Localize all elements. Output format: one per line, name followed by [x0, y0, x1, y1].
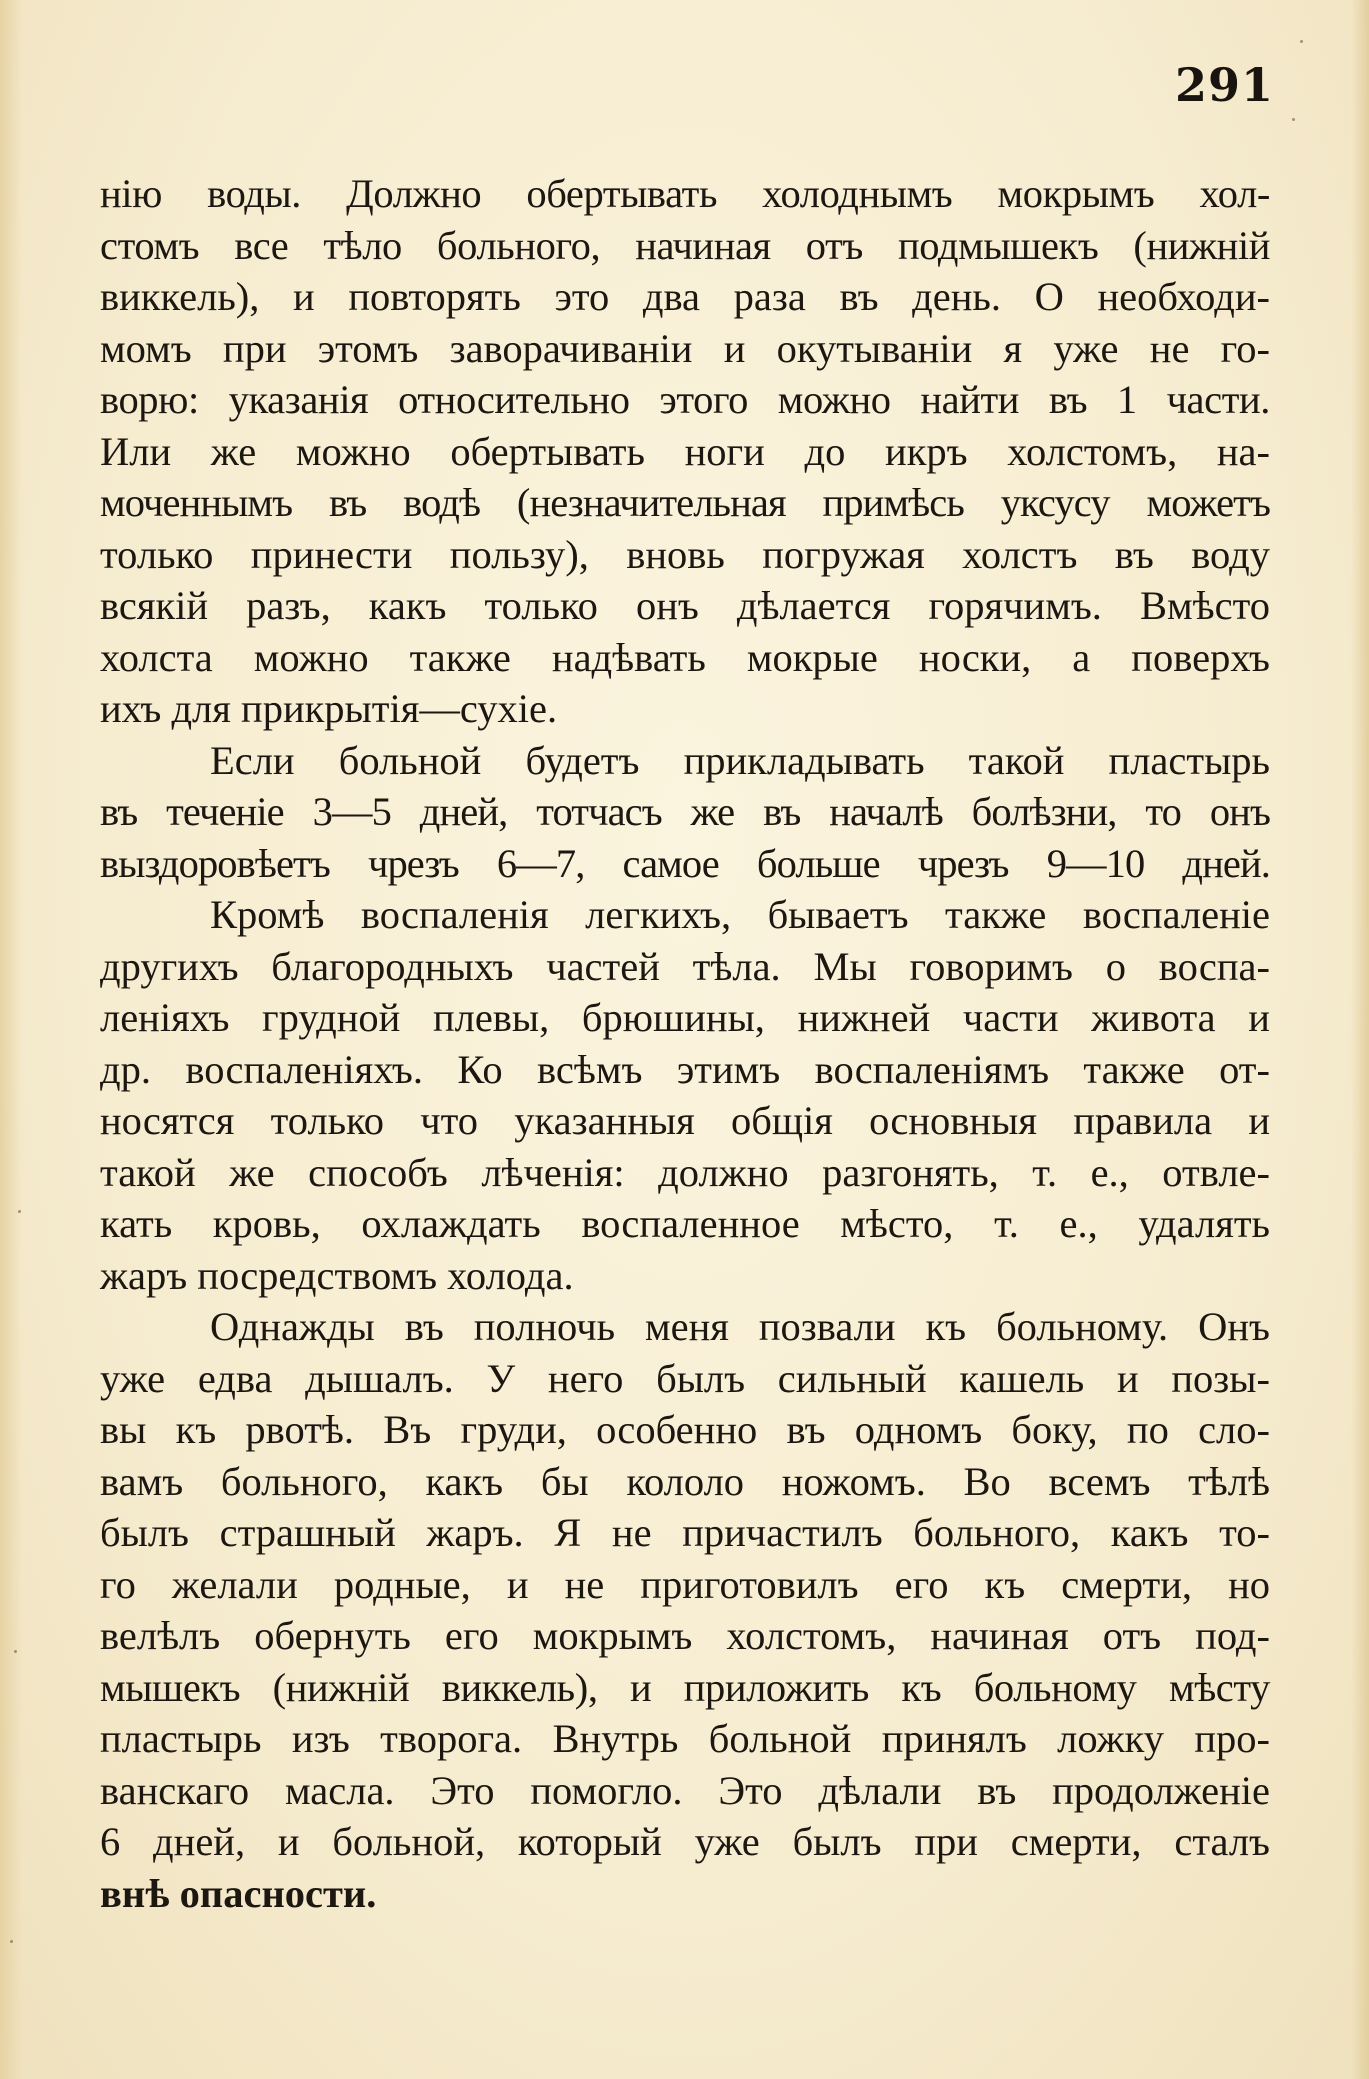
paper-speck — [18, 1210, 21, 1213]
text-line: др. воспаленіяхъ. Ко всѣмъ этимъ воспаленіямъ также от- — [100, 1046, 1270, 1092]
page-edge-left — [0, 0, 22, 2079]
text-line: го желали родные, и не приготовилъ его къ смерти, но — [100, 1561, 1270, 1607]
paragraph-3 — [100, 889, 1270, 1301]
text-line: нію воды. Должно обертывать холоднымъ мокрымъ хол- — [100, 171, 1270, 216]
paper-speck — [10, 1940, 13, 1943]
paragraph-1 — [100, 168, 1270, 735]
text-line: леніяхъ грудной плевы, брюшины, нижней части живота и — [100, 995, 1270, 1040]
text-line: велѣлъ обернуть его мокрымъ холстомъ, начиная отъ под- — [100, 1613, 1270, 1658]
text-line: кать кровь, охлаждать воспаленное мѣсто, т. е., удалять — [100, 1201, 1270, 1246]
text-line: вамъ больного, какъ бы кололо ножомъ. Во всемъ тѣлѣ — [100, 1458, 1270, 1504]
text-line: ихъ для прикрытія—сухіе. — [100, 686, 558, 731]
text-line: уже едва дышалъ. У него былъ сильный кашель и позы- — [100, 1355, 1270, 1401]
text-line: только принести пользу), вновь погружая холстъ въ воду — [100, 531, 1270, 577]
text-line: ванскаго масла. Это помогло. Это дѣлали въ продолженіе — [100, 1767, 1270, 1813]
text-line: холста можно также надѣвать мокрые носки, а поверхъ — [100, 634, 1270, 680]
text-line: ворю: указанія относительно этого можно найти въ 1 части. — [100, 377, 1270, 422]
text-line: моченнымъ въ водѣ (незначительная примѣсь уксусу можетъ — [100, 480, 1270, 525]
paper-speck — [14, 1650, 17, 1653]
text-line: Кромѣ воспаленія легкихъ, бываетъ также воспаленіе — [210, 892, 1270, 937]
text-line: Или же можно обертывать ноги до икръ холстомъ, на- — [100, 428, 1270, 474]
paper-speck — [1300, 40, 1303, 43]
text-line: 6 дней, и больной, который уже былъ при смерти, сталъ — [100, 1819, 1270, 1864]
text-line: стомъ все тѣло больного, начиная отъ подмышекъ (нижній — [100, 222, 1270, 268]
body-text — [100, 168, 1270, 1919]
text-line: такой же способъ лѣченія: должно разгонять, т. е., отвле- — [100, 1149, 1270, 1195]
text-line: выздоровѣетъ чрезъ 6—7, самое больше чрезъ 9—10 дней. — [100, 840, 1270, 886]
text-line: былъ страшный жаръ. Я не причастилъ больного, какъ то- — [100, 1510, 1270, 1555]
paragraph-4 — [100, 1301, 1270, 1919]
text-line: Если больной будетъ прикладывать такой пластырь — [210, 737, 1270, 783]
page-number: 291 — [1174, 58, 1274, 112]
page-edge-right — [1351, 0, 1369, 2079]
paragraph-2 — [100, 735, 1270, 890]
text-line: другихъ благородныхъ частей тѣла. Мы говоримъ о воспа- — [100, 943, 1270, 989]
text-line: вы къ рвотѣ. Въ груди, особенно въ одномъ боку, по сло- — [100, 1407, 1270, 1452]
text-line: мышекъ (нижній виккель), и приложить къ больному мѣсту — [100, 1664, 1270, 1710]
text-line: Однажды въ полночь меня позвали къ больному. Онъ — [210, 1304, 1270, 1349]
paper-speck — [1292, 118, 1295, 121]
text-line: жаръ посредствомъ холода. — [100, 1252, 574, 1298]
text-line: виккель), и повторять это два раза въ день. О необходи- — [100, 274, 1270, 319]
text-line: пластырь изъ творога. Внутрь больной принялъ ложку про- — [100, 1716, 1270, 1761]
text-line: въ теченіе 3—5 дней, тотчасъ же въ началѣ болѣзни, то онъ — [100, 789, 1270, 834]
text-line: носятся только что указанныя общія основныя правила и — [100, 1098, 1270, 1143]
text-line: момъ при этомъ заворачиваніи и окутываніи я уже не го- — [100, 325, 1270, 371]
text-line: внѣ опасности. — [100, 1870, 377, 1916]
text-line: всякій разъ, какъ только онъ дѣлается горячимъ. Вмѣсто — [100, 583, 1270, 628]
